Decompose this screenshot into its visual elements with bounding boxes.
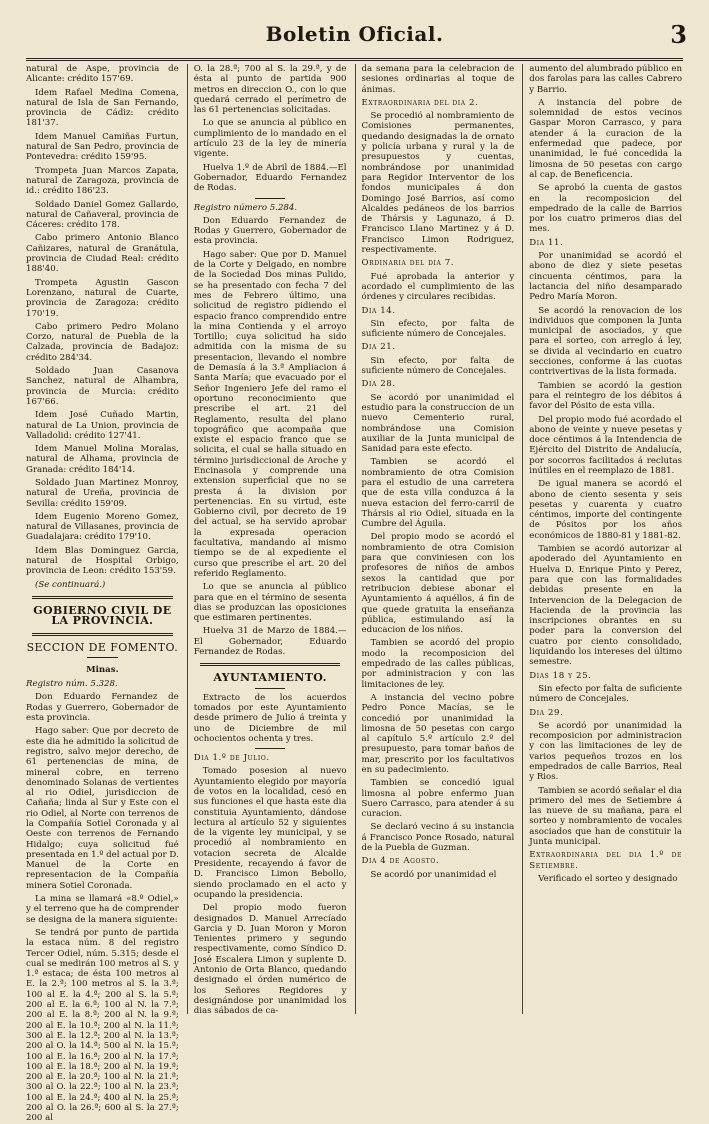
section-divider — [200, 663, 341, 666]
paragraph: Tambien se concedió igual limosna al pobre enfermo Juan Suero Carrasco, para atender á su curacion. — [361, 778, 515, 820]
paragraph: Extracto de los acuerdos tomados por este Ayuntamiento desde primero de Julio á treinta y uno de Diciembre de mil ochocientos ochenta y tres. — [193, 692, 347, 744]
paragraph: Del propio modo se acordó el nombramiento de otra Comision para que conviniesen con los profesores de niños de ambos sexos la cantidad que por retribucion debiese abonar el Ayuntamiento á aquéllos, á fin de que quede gratuita la enseñanza pública, estimulando así la educacion de los niños. — [361, 532, 515, 636]
date-heading: Dia 21. — [361, 342, 396, 353]
paragraph: Tambien se acordó la gestion para el reintegro de los débitos á favor del Pósito de esta villa. — [529, 380, 682, 412]
paragraph: Fué aprobada la anterior y acordado el cumplimiento de las órdenes y circulares recibidas. — [361, 271, 515, 303]
column-2 — [187, 64, 347, 1017]
date-heading: Dia 11. — [529, 237, 564, 248]
masthead-title: Boletin Oficial. — [265, 22, 444, 46]
registro-number: Registro núm. 5.328. — [26, 679, 118, 690]
column-4 — [522, 64, 682, 1014]
paragraph: Se acordó la renovacion de los individuos que componen la Junta municipal de asociados, y que para el sorteo, con arreglo á ley, se divida al vecindario en cuatro secciones, conforme á las cuotas contrivertivas de la lista formada. — [529, 305, 682, 378]
date-heading: Dia 14. — [361, 305, 396, 316]
paragraph: Sin efecto por falta de suficiente número de Concejales. — [529, 683, 682, 705]
paragraph: A instancia del pobre de solemnidad de estos vecinos Gaspar Moron Carrasco, y para atender á la curacion de la enfermedad que padece, por unanimidad, le fué concedida la limosna de 50 pesetas con cargo al cap. de Beneficencia. — [529, 97, 682, 180]
paragraph: Soldado Juan Casanova Sanchez, natural de Alhambra, provincia de Murcia: crédito 167'66. — [26, 366, 179, 407]
date-heading: Dias 18 y 25. — [529, 670, 592, 681]
paragraph: Trompeta Juan Marcos Zapata, natural de Zaragoza, provincia de id.: crédito 186'23. — [26, 165, 179, 197]
paragraph: Se acordó por unanimidad la recomposicion por administracion y con las limitaciones de ley de varios pequeños trozos en los empedrados de calle Barrios, Real y Rios. — [529, 720, 682, 783]
section-heading-ayuntamiento: AYUNTAMIENTO. — [213, 671, 327, 685]
paragraph: Cabo primero Antonio Blanco Cañizares, natural de Granátula, provincia de Ciudad Real: crédito 188'40. — [26, 233, 179, 275]
short-rule — [255, 748, 286, 749]
paragraph: Hago saber: Que por decreto de este dia he admitido la solicitud de registro, salvo mejor derecho, de 61 pertenencias de mina, de mineral cobre, en terreno denominado Solanas de vertientes al rio Odiel, jurisdiccion de Cañaña; linda al Sur y Este con el rio Odiel, al Norte con terrenos de la Compañía Sotiel Coronada y al Oeste con terrenos de Fernando Hidalgo; cuya solicitud fué presentada en 1.º del actual por D. Manuel de la Corte en representacion de la Compañía minera Sotiel Coronada. — [26, 726, 179, 891]
continuation-note: (Se continuará.) — [35, 579, 106, 590]
paragraph: O. la 28.ª; 700 al S. la 29.ª, y de ésta al punto de partida 900 metros en direccion O., con lo que quedará cerrado el perímetro de las 61 pertenencias solicitadas. — [193, 64, 347, 116]
paragraph: De igual manera se acordó el abono de ciento sesenta y seis pesetas y cuarenta y cuatro céntimos, importe del contingente de Pósitos por los años económicos de 1880-81 y 1881-82. — [529, 479, 682, 541]
section-divider — [32, 596, 173, 599]
paragraph: Idem Manuel Molina Moralas, natural de Alhama, provincia de Granada: crédito 184'14. — [26, 444, 179, 475]
paragraph: A instancia del vecino pobre Pedro Ponce Macías, se le concedió por unanimidad la limosna de 50 pesetas con cargo al capítulo 5.º artículo 2.º del presupuesto, para tomar baños de mar, prescrito por los facultativos en su padecimiento. — [361, 692, 515, 775]
paragraph: Don Eduardo Fernandez de Rodas y Guerrero, Gobernador de esta provincia. — [26, 692, 179, 724]
paragraph: Se declaró vecino á su instancia á Francisco Ponce Rosado, natural de la Puebla de Guzman. — [361, 822, 515, 854]
paragraph: Trompeta Agustin Gascon Lorenzano, natural de Cuarte, provincia de Zaragoza: crédito 170'19. — [26, 277, 179, 319]
section-heading-fomento: SECCION DE FOMENTO. — [26, 640, 179, 654]
registro-number: Registro número 5.284. — [193, 202, 298, 213]
paragraph: Hago saber: Que por D. Manuel de la Corte y Delgado, en nombre de la Sociedad Dos minas Pulido, se ha presentado con fecha 7 del mes de Febrero último, una solicitud de registro pidiendo el espacio franco comprendido entre la mina Contienda y el arroyo Tortillo; cuya solicitud ha sido admitida con la misma de su presentacion, llevando el nombre de Demasía á la 3.ª Ampliacion á Santa María; que evacuado por el Señor Ingeniero Jefe del ramo el oportuno reconocimiento que prescribe el art. 21 del Reglamento, resulta del plano topográfico que acompaña que existe el espacio franco que se solicita, el cual se halla situado en término jurisdiccional de Aroche y Encinasola y comprende una extension superficial que no se presta á la division por pertenencias. En su virtud, este Gobierno civil, por decreto de 19 del actual, se ha servido aprobar la expresada operacion facultativa, mandando al mismo tiempo se de al expediente el curso que prescribe el art. 20 del referido Reglamento. — [193, 249, 347, 579]
paragraph: Sin efecto, por falta de suficiente número de Concejales. — [361, 355, 515, 377]
paragraph: Idem Blas Dominguez Garcia, natural de Hospital Orbigo, provincia de Leon: crédito 153'59. — [26, 545, 179, 577]
columns — [26, 64, 682, 1124]
paragraph: Cabo primero Pedro Molano Corzo, natural de Puebla de la Calzada, provincia de Badajoz: crédito 284'34. — [26, 321, 179, 363]
paragraph: Tambien se acordó autorizar al apoderado del Ayuntamiento en Huelva D. Enrique Pinto y Perez, para que con las formalidades debidas presente en la Intervencion de la Delegacion de Hacienda de la provincia las inscripciones obrantes en su poder para la conversion del cuatro por ciento consolidado, liquidando los intereses del último semestre. — [529, 544, 682, 668]
paragraph: Se acordó por unanimidad el — [370, 869, 497, 880]
paragraph: Tambien se acordó señalar el dia primero del mes de Setiembre á las nueve de su mañana, para el sorteo y nombramiento de vocales asociados que han de constituir la Junta municipal. — [529, 785, 682, 848]
paragraph: aumento del alumbrado público en dos farolas para las calles Cabrero y Barrio. — [529, 64, 682, 95]
paragraph: natural de Aspe, provincia de Alicante: crédito 157'69. — [26, 64, 179, 85]
paragraph: Lo que se anuncia al público para que en el término de sesenta dias se produzcan las oposiciones que estimaren pertinentes. — [193, 582, 347, 624]
date-heading: Extraordinaria del dia 2. — [361, 97, 479, 108]
paragraph: Idem Manuel Camiñas Furtun, natural de San Pedro, provincia de Pontevedra: crédito 159'95. — [26, 131, 179, 163]
date-heading: Dia 4 de Agosto. — [361, 856, 440, 867]
date-heading: Dia 28. — [361, 379, 396, 390]
paragraph: Del propio modo fué acordado el abono de veinte y nueve pesetas y doce céntimos á la Intendencia de Ejército del Distrito de Andalucía, por socorros facilitados á reclutas inútiles en el reemplazo de 1881. — [529, 414, 682, 476]
paragraph: Verificado el sorteo y designado — [538, 873, 678, 884]
paragraph: Se procedió al nombramiento de Comisiones permanentes, quedando designadas la de ornato y policía urbana y rural y la de presupuestos y cuentas, nombrándose por unanimidad para Regidor Interventor de los fondos municipales á don Domingo José Barrios, así como Alcaldes pedáneos de los barrios de Thársis y Lagunazo, á D. Francisco Llano Martinez y á D. Francisco Limon Rodriguez, respectivamente. — [361, 111, 515, 256]
short-rule — [255, 688, 286, 689]
paragraph: Soldado Juan Martinez Monroy, natural de Ureña, provincia de Sevilla: crédito 159'09. — [26, 477, 179, 509]
paragraph: Se aprobó la cuenta de gastos en la recomposicion del empedrado de la calle de Barrios por los cuatro primeros dias del mes. — [529, 183, 682, 235]
paragraph: Idem Rafael Medina Comena, natural de Isla de San Fernando, provincia de Cádiz: crédito 181'37. — [26, 87, 179, 129]
column-3 — [355, 64, 515, 1014]
paragraph: Tambien se acordó el nombramiento de otra Comision para el estudio de una carretera que de esta villa conduzca á la nueva estacion del ferro-carril de Thársis al rio Odiel, situada en la Cumbre del Águila. — [361, 457, 515, 530]
page-number: 3 — [670, 20, 687, 49]
section-heading-gobierno: GOBIERNO CIVIL DE LA PROVINCIA. — [33, 603, 172, 628]
paragraph: Don Eduardo Fernandez de Rodas y Guerrero, Gobernador de esta provincia. — [193, 215, 347, 247]
paragraph: La mina se llamará «8.º Odiel,» y el terreno que ha de comprender se designa de la manera siguiente: — [26, 894, 179, 925]
paragraph: Soldado Daniel Gomez Gallardo, natural de Cañaveral, provincia de Cáceres: crédito 178. — [26, 199, 179, 231]
paragraph: da semana para la celebracion de sesiones ordinarias al toque de ánimas. — [361, 64, 515, 95]
paragraph: Lo que se anuncia al público en cumplimiento de lo mandado en el artículo 23 de la ley de minería vigente. — [193, 118, 347, 160]
paragraph: Tomado posesion al nuevo Ayuntamiento elegido por mayoría de votos en la localidad, cesó en sus funciones el que hasta este dia constituia Ayuntamiento, dándose lectura al artículo 52 y siguientes de la vigente ley municipal, y se procedió al nombramiento en votacion secreta de Alcalde Presidente, recayendo á favor de D. Francisco Limon Bebollo, siendo proclamado en el acto y ocupando la presidencia. — [193, 766, 347, 900]
date-heading: Ordinaria del dia 7. — [361, 258, 455, 269]
column-1 — [26, 64, 179, 1124]
date-heading: Dia 1.º de Julio. — [193, 753, 270, 764]
subheading-minas: Minas. — [86, 664, 119, 675]
paragraph: Huelva 1.º de Abril de 1884.—El Gobernador, Eduardo Fernandez de Rodas. — [193, 162, 347, 194]
section-divider — [32, 633, 173, 636]
page-header — [0, 0, 709, 56]
paragraph: Sin efecto, por falta de suficiente número de Concejales. — [361, 318, 515, 340]
paragraph: Idem José Cuñado Martin, natural de La Union, provincia de Valladolid: crédito 127'41. — [26, 410, 179, 441]
paragraph: Por unanimidad se acordó el abono de diez y siete pesetas cincuenta céntimos, para la lactancia del niño desamparado Pedro María Moron. — [529, 251, 682, 303]
paragraph: Idem Eugenio Moreno Gomez, natural de Villasanes, provincia de Guadalajara: crédito 179'10. — [26, 511, 179, 543]
short-rule — [87, 657, 118, 658]
paragraph: Tambien se acordó del propio modo la recomposicion del empedrado de las calles públicas, por administracion y con las limitaciones de ley. — [361, 638, 515, 690]
short-rule — [255, 198, 286, 199]
paragraph: Del propio modo fueron designados D. Manuel Arrecíado Garcia y D. Juan Moron y Moron Tenientes primero y segundo respectivamente, como Síndico D. José Escalera Limon y suplente D. Antonio de Orta Blanco, quedando designado el órden numérico de los Señores Regidores y designándose por unanimidad los dias sábados de ca- — [193, 903, 347, 1017]
paragraph: Se tendrá por punto de partida la estaca núm. 8 del registro Tercer Odiel, núm. 5.315; desde el cual se medirán 100 metros al S. y 1.ª estaca; de ésta 100 metros al E. la 2.ª; 100 metros al S. la 3.ª; 100 al E. la 4.ª; 200 al S. la 5.ª; 200 al E. la 6.ª; 100 al N. la 7.ª; 200 al E. la 8.ª; 200 al N. la 9.ª; 200 al E. la 10.ª; 200 al N. la 11.ª; 300 al E. la 12.ª; 200 al N. la 13.ª; 200 al O. la 14.ª; 500 al N. la 15.ª; 100 al E. la 16.ª; 200 al N. la 17.ª; 100 al E. la 18.ª; 200 al N. la 19.ª; 200 al E. la 20.ª; 100 al N. la 21.ª; 300 al O. la 22.ª; 100 al N. la 23.ª; 100 al E. la 24.ª; 400 al N. la 25.ª; 200 al O. la 26.ª; 600 al S. la 27.ª; 200 al — [26, 927, 179, 1124]
paragraph: Se acordó por unanimidad el estudio para la construccion de un nuevo Cementerio rural, nombrándose una Comision auxiliar de la Junta municipal de Sanidad para este efecto. — [361, 392, 515, 455]
date-heading: Extraordinaria del dia 1.º de Setiembre. — [529, 850, 682, 871]
date-heading: Dia 29. — [529, 707, 564, 718]
paragraph: Huelva 31 de Marzo de 1884.—El Gobernador, Eduardo Fernandez de Rodas. — [193, 626, 347, 658]
header-rule — [26, 58, 683, 61]
